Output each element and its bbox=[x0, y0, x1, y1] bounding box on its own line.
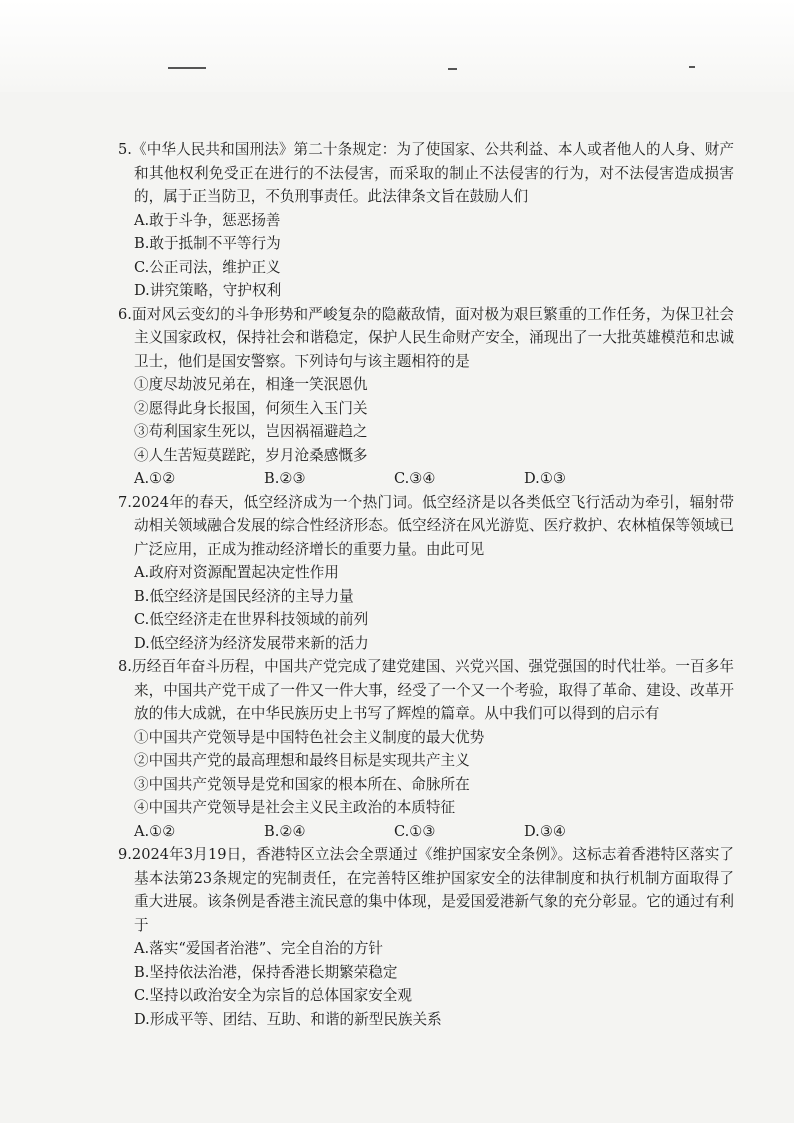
choice-b: B.②③ bbox=[264, 470, 306, 487]
statement-1: ①中国共产党领导是中国特色社会主义制度的最大优势 bbox=[134, 728, 485, 746]
question-5 bbox=[118, 138, 734, 303]
option-c: C.公正司法，维护正义 bbox=[134, 258, 281, 276]
question-stem: 8.历经百年奋斗历程，中国共产党完成了建党建国、兴党兴国、强党强国的时代壮举。一百多年来，中国共产党干成了一件又一件大事，经受了一个又一个考验，取得了革命、建设、改革开放的伟大成就，在中华民族历史上书写了辉煌的篇章。从中我们可以得到的启示有 bbox=[118, 658, 734, 722]
option-c: C.坚持以政治安全为宗旨的总体国家安全观 bbox=[134, 987, 412, 1004]
statement-4: ④人生苦短莫蹉跎，岁月沧桑感慨多 bbox=[134, 446, 368, 464]
scan-mark-left bbox=[168, 67, 206, 69]
exam-page bbox=[118, 138, 734, 1031]
option-d: D.形成平等、团结、互助、和谐的新型民族关系 bbox=[134, 1010, 442, 1028]
choice-b: B.②④ bbox=[264, 822, 306, 840]
option-b: B.坚持依法治港，保持香港长期繁荣稳定 bbox=[134, 963, 398, 981]
statement-1: ①度尽劫波兄弟在，相逢一笑泯恩仇 bbox=[134, 376, 368, 393]
scan-mark-center bbox=[448, 68, 457, 70]
option-a: A.落实“爱国者治港”、完全自治的方针 bbox=[134, 940, 384, 957]
choice-c: C.①③ bbox=[394, 822, 436, 840]
option-c: C.低空经济走在世界科技领域的前列 bbox=[134, 611, 369, 628]
choice-d: D.①③ bbox=[524, 470, 566, 487]
option-a: A.敢于斗争，惩恶扬善 bbox=[134, 211, 281, 229]
choice-a: A.①② bbox=[134, 822, 176, 840]
statement-4: ④中国共产党领导是社会主义民主政治的本质特征 bbox=[134, 799, 456, 816]
statement-3: ③苟利国家生死以，岂因祸福避趋之 bbox=[134, 423, 368, 440]
option-b: B.敢于抵制不平等行为 bbox=[134, 235, 281, 252]
option-d: D.讲究策略，守护权利 bbox=[134, 282, 282, 299]
question-stem: 6.面对风云变幻的斗争形势和严峻复杂的隐蔽敌情，面对极为艰巨繁重的工作任务，为保卫社会主义国家政权，保持社会和谐稳定，保护人民生命财产安全，涌现出了一大批英雄模范和忠诚卫士，他们是国安警察。下列诗句与该主题相符的是 bbox=[118, 305, 734, 370]
choice-row bbox=[118, 820, 734, 844]
scan-mark-right bbox=[689, 66, 695, 68]
option-d: D.低空经济为经济发展带来新的活力 bbox=[134, 634, 369, 652]
option-a: A.政府对资源配置起决定性作用 bbox=[134, 564, 339, 581]
question-7 bbox=[118, 491, 734, 656]
question-stem: 7.2024年的春天，低空经济成为一个热门词。低空经济是以各类低空飞行活动为牵引，辐射带动相关领域融合发展的综合性经济形态。低空经济在风光游览、医疗救护、农林植保等领域已广泛应用，正成为推动经济增长的重要力量。由此可见 bbox=[118, 493, 734, 558]
scan-header-band bbox=[0, 0, 794, 92]
choice-d: D.③④ bbox=[524, 822, 566, 840]
statement-2: ②中国共产党的最高理想和最终目标是实现共产主义 bbox=[134, 752, 470, 769]
question-6 bbox=[118, 303, 734, 491]
statement-3: ③中国共产党领导是党和国家的根本所在、命脉所在 bbox=[134, 775, 470, 793]
choice-row bbox=[118, 467, 734, 491]
question-stem: 9.2024年3月19日，香港特区立法会全票通过《维护国家安全条例》。这标志着香港特区落实了基本法第23条规定的宪制责任，在完善特区维护国家安全的法律制度和执行机制方面取得了重大进展。该条例是香港主流民意的集中体现，是爱国爱港新气象的充分彰显。它的通过有利于 bbox=[118, 846, 734, 934]
statement-2: ②愿得此身长报国，何须生入玉门关 bbox=[134, 399, 368, 417]
option-b: B.低空经济是国民经济的主导力量 bbox=[134, 587, 354, 605]
question-stem: 5.《中华人民共和国刑法》第二十条规定：为了使国家、公共利益、本人或者他人的人身、财产和其他权利免受正在进行的不法侵害，而采取的制止不法侵害的行为，对不法侵害造成损害的，属于正当防卫，不负刑事责任。此法律条文旨在鼓励人们 bbox=[118, 141, 734, 205]
question-8 bbox=[118, 655, 734, 843]
choice-a: A.①② bbox=[134, 470, 176, 487]
question-9 bbox=[118, 843, 734, 1031]
choice-c: C.③④ bbox=[394, 470, 436, 487]
